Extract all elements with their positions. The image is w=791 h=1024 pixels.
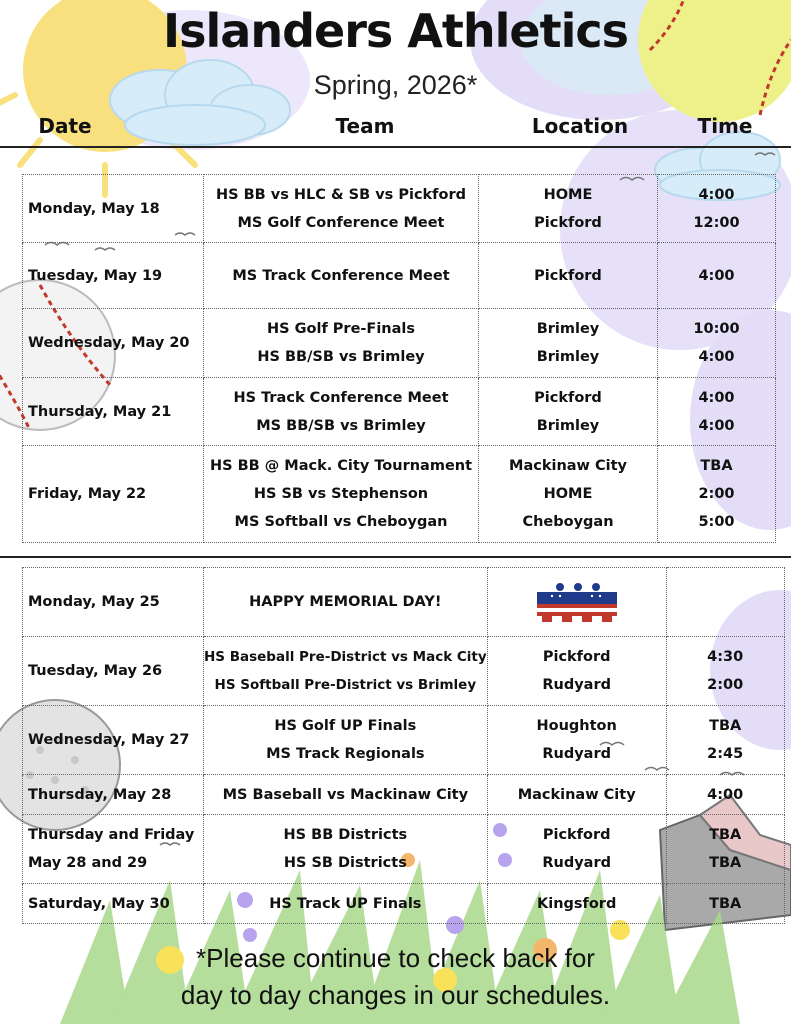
date-cell: Tuesday, May 19 [23, 243, 204, 309]
time-cell [666, 568, 784, 637]
location-cell: Mackinaw City [487, 775, 666, 815]
date-cell: Friday, May 22 [23, 446, 204, 543]
time-cell: TBA TBA [666, 815, 784, 884]
date-cell: Wednesday, May 20 [23, 309, 204, 378]
week-divider [0, 556, 791, 558]
column-header-time: Time [697, 114, 753, 138]
time-cell: 4:00 4:00 [658, 378, 776, 446]
table-row [23, 378, 776, 446]
table-row [23, 884, 785, 924]
location-cell: Houghton Rudyard [487, 706, 666, 775]
team-cell: HS BB @ Mack. City Tournament HS SB vs Stephenson MS Softball vs Cheboygan [204, 446, 479, 543]
page-subtitle: Spring, 2026* [313, 70, 478, 100]
table-row [23, 175, 776, 243]
saluting-soldiers-flag-icon [532, 582, 622, 622]
time-cell: TBA 2:00 5:00 [658, 446, 776, 543]
location-cell: Mackinaw City HOME Cheboygan [479, 446, 658, 543]
footer-note [0, 940, 791, 1014]
date-cell: Thursday, May 28 [23, 775, 204, 815]
location-cell [487, 568, 666, 637]
date-cell: Monday, May 18 [23, 175, 204, 243]
column-header-team: Team [335, 114, 395, 138]
table-row [23, 637, 785, 706]
table-row [23, 243, 776, 309]
table-row [23, 706, 785, 775]
time-cell: TBA [666, 884, 784, 924]
date-cell: Thursday and Friday May 28 and 29 [23, 815, 204, 884]
location-cell: Pickford Rudyard [487, 815, 666, 884]
location-cell: Kingsford [487, 884, 666, 924]
header-divider [0, 146, 791, 148]
date-cell: Saturday, May 30 [23, 884, 204, 924]
team-cell: HS Golf UP Finals MS Track Regionals [204, 706, 488, 775]
team-cell: HS Track Conference Meet MS BB/SB vs Brimley [204, 378, 479, 446]
table-row [23, 309, 776, 378]
date-cell: Tuesday, May 26 [23, 637, 204, 706]
time-cell: 4:00 [658, 243, 776, 309]
table-row [23, 775, 785, 815]
footer-line-2: day to day changes in our schedules. [180, 980, 611, 1010]
team-cell: HS Track UP Finals [204, 884, 488, 924]
date-cell: Monday, May 25 [23, 568, 204, 637]
location-cell: Pickford Rudyard [487, 637, 666, 706]
location-cell: HOME Pickford [479, 175, 658, 243]
team-cell: HS Baseball Pre-District vs Mack City HS Softball Pre-District vs Brimley [204, 637, 488, 706]
time-cell: 4:00 [666, 775, 784, 815]
time-cell: TBA 2:45 [666, 706, 784, 775]
column-header-location: Location [531, 114, 629, 138]
table-row [23, 815, 785, 884]
location-cell: Pickford [479, 243, 658, 309]
team-cell: HS BB Districts HS SB Districts [204, 815, 488, 884]
location-cell: Pickford Brimley [479, 378, 658, 446]
time-cell: 10:00 4:00 [658, 309, 776, 378]
team-cell: HS BB vs HLC & SB vs Pickford MS Golf Conference Meet [204, 175, 479, 243]
location-cell: Brimley Brimley [479, 309, 658, 378]
column-header-date: Date [38, 114, 92, 138]
footer-line-1: *Please continue to check back for [196, 943, 595, 973]
team-cell: HAPPY MEMORIAL DAY! [204, 568, 488, 637]
date-cell: Wednesday, May 27 [23, 706, 204, 775]
team-cell: MS Track Conference Meet [204, 243, 479, 309]
date-cell: Thursday, May 21 [23, 378, 204, 446]
page-title: Islanders Athletics [163, 4, 628, 58]
time-cell: 4:00 12:00 [658, 175, 776, 243]
team-cell: MS Baseball vs Mackinaw City [204, 775, 488, 815]
time-cell: 4:30 2:00 [666, 637, 784, 706]
schedule-table-week2 [22, 567, 785, 924]
table-row [23, 568, 785, 637]
schedule-table-week1 [22, 174, 776, 543]
table-row [23, 446, 776, 543]
team-cell: HS Golf Pre-Finals HS BB/SB vs Brimley [204, 309, 479, 378]
